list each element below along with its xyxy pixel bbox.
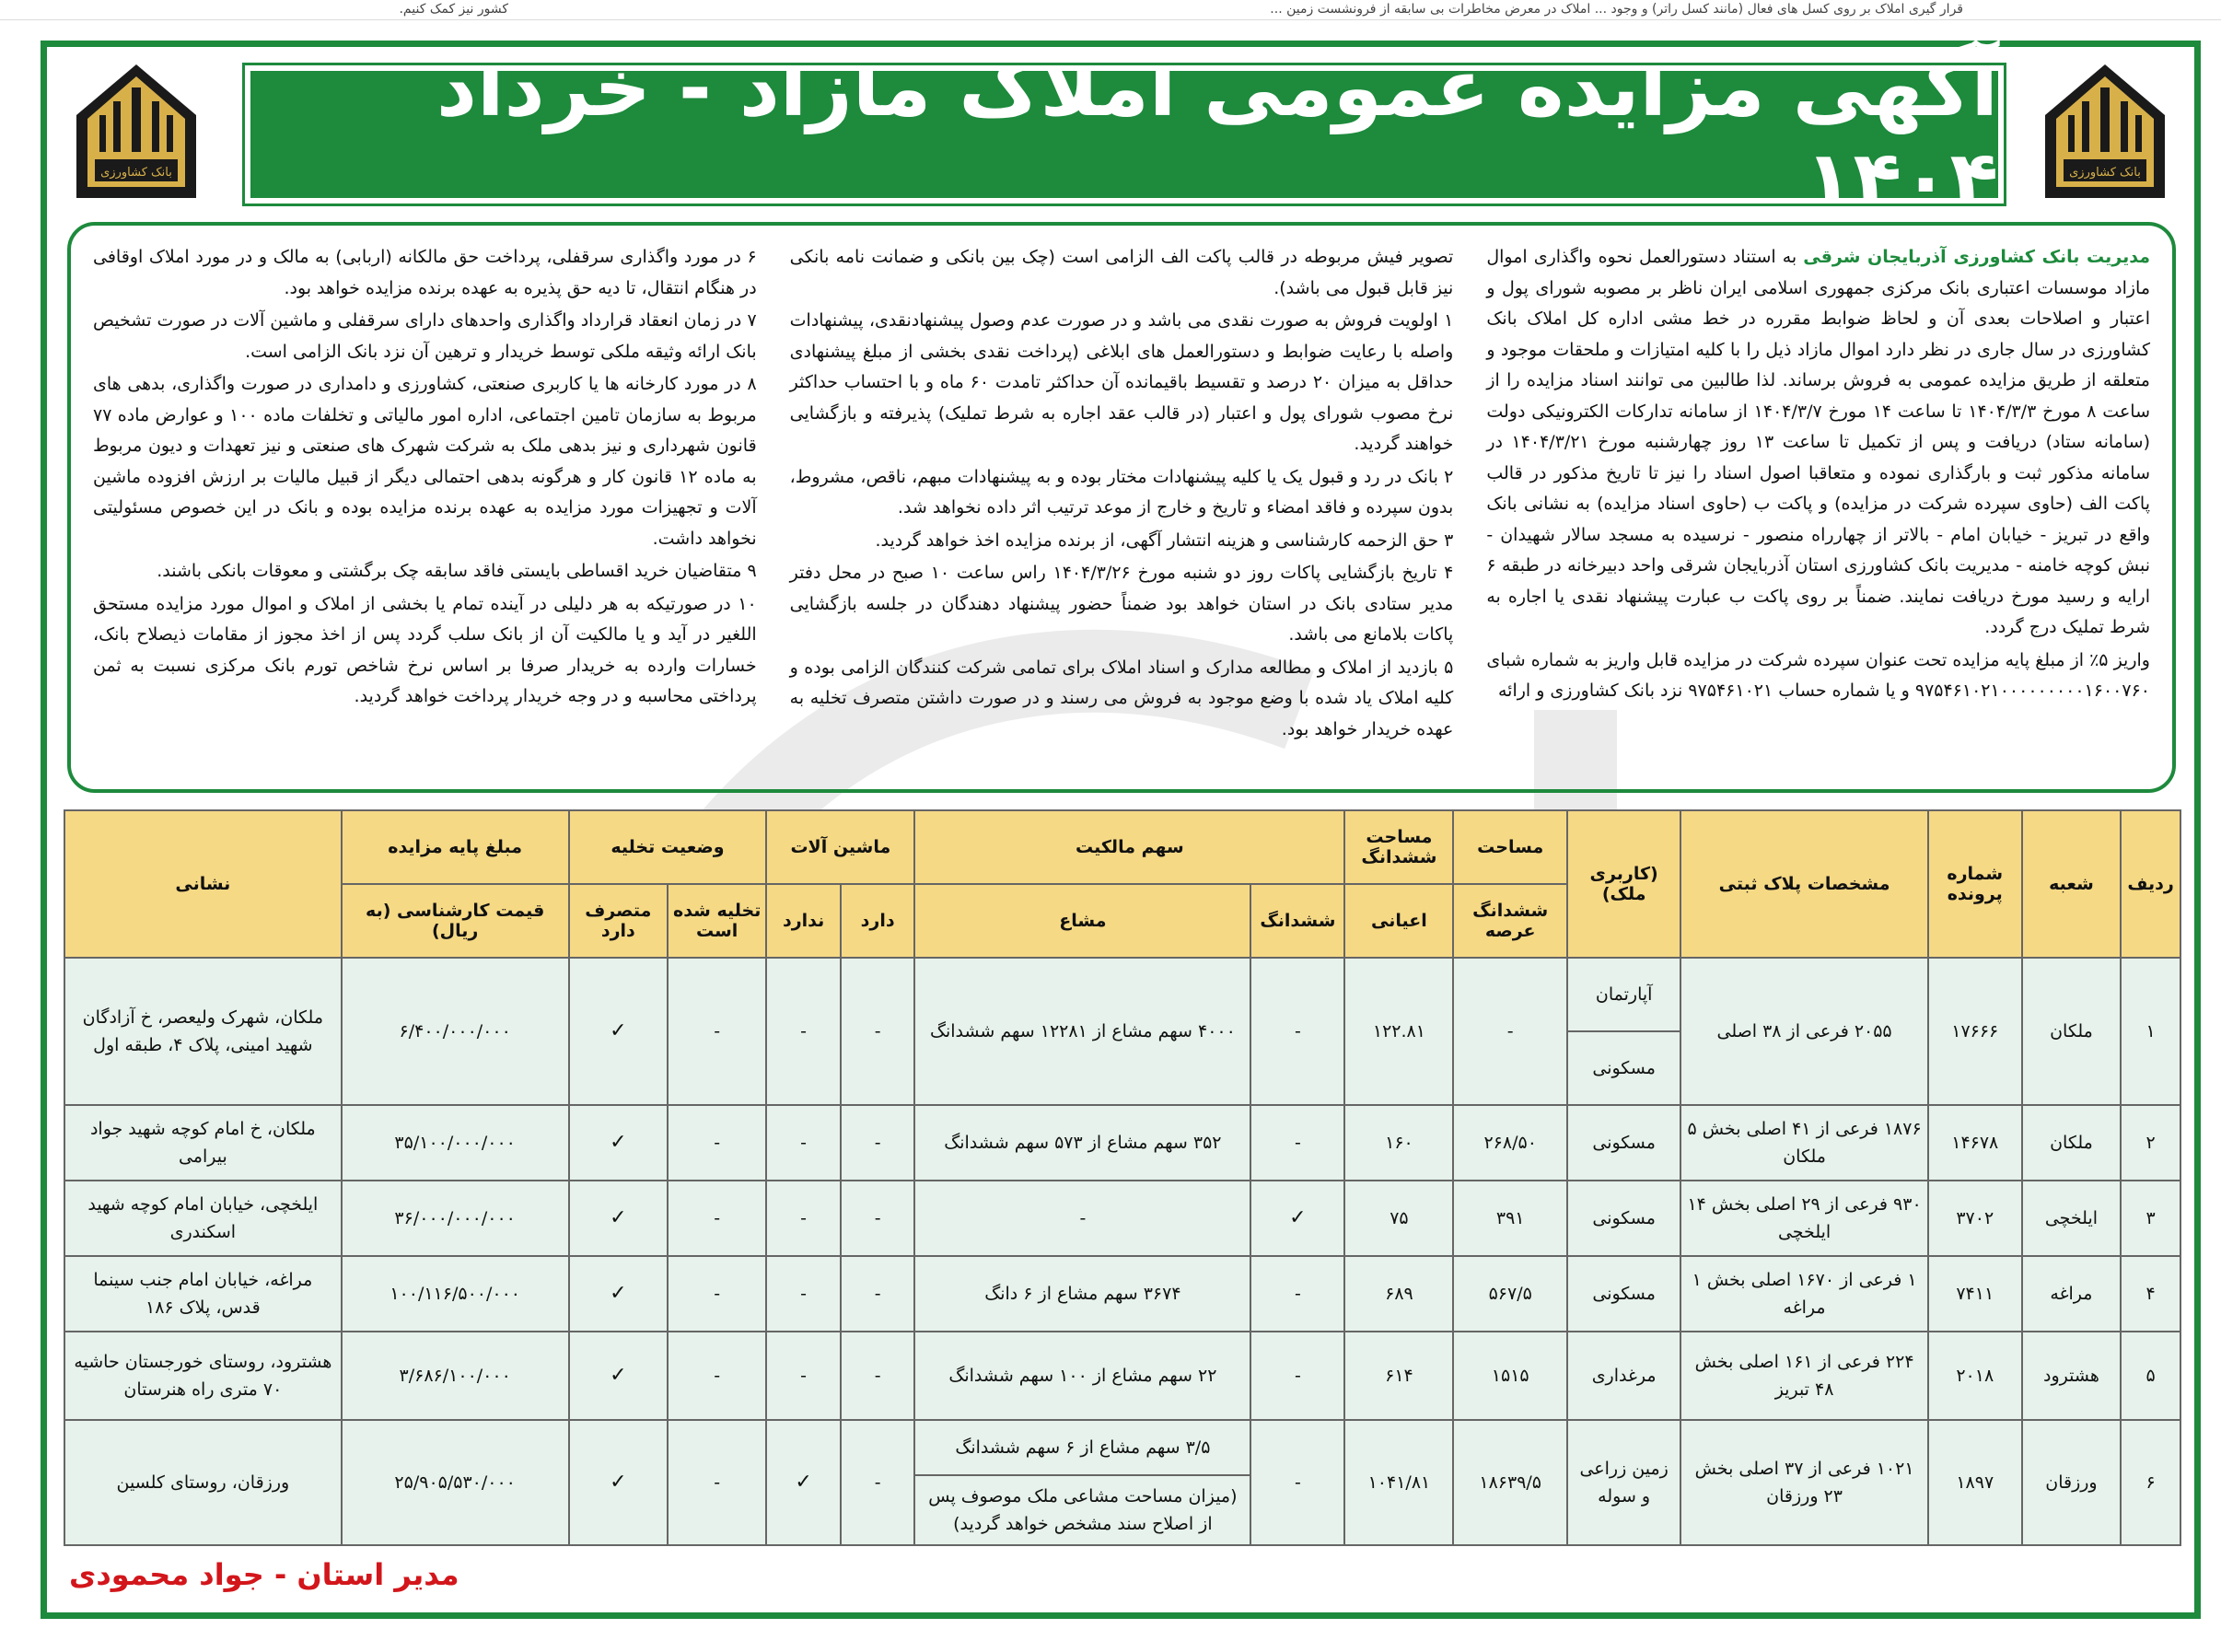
- terms-column-middle: [790, 242, 1454, 773]
- cell-karbari: مسکونی: [1567, 1105, 1680, 1181]
- cell-gheymat: ۳/۶۸۶/۱۰۰/۰۰۰: [342, 1332, 569, 1420]
- cell-parvande: ۱۴۶۷۸: [1928, 1105, 2022, 1181]
- term-6: ۶ در مورد واگذاری سرقفلی، پرداخت حق مالکانه (اربابی) به مالک و در مورد املاک اوقافی در هنگام انتقال، تا دیه حق پذیره به عهده برنده مزایده خواهد بود.: [92, 247, 757, 298]
- cell-motasaref: ✓: [569, 1420, 668, 1545]
- term-3: ۳ حق الزحمه کارشناسی و هزینه انتشار آگهی، از برنده مزایده اخذ خواهد گردید.: [875, 529, 1454, 551]
- cell-darad: -: [841, 1332, 915, 1420]
- cell-karbari: آپارتمان: [1567, 958, 1680, 1031]
- th-masahat-ayani: مساحت ششدانگ: [1344, 810, 1453, 884]
- cell-motasaref: ✓: [569, 1256, 668, 1332]
- cell-pelak: ۱ فرعی از ۱۶۷۰ اصلی بخش ۱ مراغه: [1680, 1256, 1927, 1332]
- cell-shesh: ✓: [1250, 1181, 1344, 1256]
- page-title: آگهی مزایده عمومی املاک مازاد - خرداد ۱۴۰۴: [436, 42, 1998, 227]
- cell-takhlie: -: [668, 1332, 766, 1420]
- cell-pelak: ۱۸۷۶ فرعی از ۴۱ اصلی بخش ۵ ملکان: [1680, 1105, 1927, 1181]
- cell-shobe: مراغه: [2022, 1256, 2121, 1332]
- cell-masha: ۳۵۲ سهم مشاع از ۵۷۳ سهم ششدانگ: [914, 1105, 1250, 1181]
- cell-radif: ۳: [2121, 1181, 2180, 1256]
- top-strip: [0, 0, 2221, 20]
- th-pelak: مشخصات پلاک ثبتی: [1680, 810, 1927, 958]
- cell-masha: -: [914, 1181, 1250, 1256]
- cell-ayani: ۶۱۴: [1344, 1332, 1453, 1420]
- cell-takhlie: -: [668, 958, 766, 1105]
- bank-name: مدیریت بانک کشاورزی آذربایجان شرقی: [1803, 247, 2150, 267]
- cell-shesh: -: [1250, 1420, 1344, 1545]
- cell-arse: ۲۶۸/۵۰: [1453, 1105, 1566, 1181]
- cell-takhlie: -: [668, 1105, 766, 1181]
- cell-shesh: -: [1250, 1332, 1344, 1420]
- cell-ayani: ۶۸۹: [1344, 1256, 1453, 1332]
- table-row: [64, 958, 2180, 1031]
- cell-nadarad: -: [766, 958, 841, 1105]
- properties-table: [64, 809, 2181, 1546]
- cell-motasaref: ✓: [569, 1105, 668, 1181]
- cell-shesh: -: [1250, 1256, 1344, 1332]
- cell-nadarad: -: [766, 1256, 841, 1332]
- cell-parvande: ۱۸۹۷: [1928, 1420, 2022, 1545]
- cell-ayani: ۱۰۴۱/۸۱: [1344, 1420, 1453, 1545]
- top-strip-text-left: کشور نیز کمک کنیم.: [399, 2, 508, 17]
- cell-masha: ۳/۵ سهم مشاع از ۶ سهم ششدانگ: [914, 1420, 1250, 1475]
- cell-motasaref: ✓: [569, 1181, 668, 1256]
- th-karbari: (کاربری ملک): [1567, 810, 1680, 958]
- cell-nadarad: ✓: [766, 1420, 841, 1545]
- table-row: [64, 1256, 2180, 1332]
- cell-neshani: هشترود، روستای خورجستان حاشیه ۷۰ متری راه هنرستان: [64, 1332, 342, 1420]
- cell-nadarad: -: [766, 1332, 841, 1420]
- cell-masha: ۲۲ سهم مشاع از ۱۰۰ سهم ششدانگ: [914, 1332, 1250, 1420]
- cell-masha: ۳۶۷۴ سهم مشاع از ۶ دانگ: [914, 1256, 1250, 1332]
- cell-parvande: ۲۰۱۸: [1928, 1332, 2022, 1420]
- cell-takhlie: -: [668, 1181, 766, 1256]
- th-nadarad: ندارد: [766, 884, 841, 958]
- cell-radif: ۶: [2121, 1420, 2180, 1545]
- cell-radif: ۲: [2121, 1105, 2180, 1181]
- cell-takhlie: -: [668, 1256, 766, 1332]
- th-ayani: اعیانی: [1344, 884, 1453, 958]
- cell-arse: ۱۵۱۵: [1453, 1332, 1566, 1420]
- cell-parvande: ۳۷۰۲: [1928, 1181, 2022, 1256]
- th-arse: ششدانگ عرصه: [1453, 884, 1566, 958]
- cell-gheymat: ۳۶/۰۰۰/۰۰۰/۰۰۰: [342, 1181, 569, 1256]
- cell-shobe: هشترود: [2022, 1332, 2121, 1420]
- svg-text:بانک کشاورزی: بانک کشاورزی: [100, 166, 172, 180]
- cell-karbari: مسکونی: [1567, 1181, 1680, 1256]
- cell-darad: -: [841, 958, 915, 1105]
- th-sahm: سهم مالکیت: [914, 810, 1344, 884]
- cell-nadarad: -: [766, 1181, 841, 1256]
- cell-ayani: ۷۵: [1344, 1181, 1453, 1256]
- cell-motasaref: ✓: [569, 958, 668, 1105]
- term-0: تصویر فیش مربوطه در قالب پاکت الف الزامی است (چک بین بانکی و ضمانت نامه بانکی نیز قابل قبول می باشد).: [789, 247, 1454, 298]
- th-neshani: نشانی: [64, 810, 342, 958]
- deposit-paragraph: واریز ۵٪ از مبلغ پایه مزایده تحت عنوان سپرده شرکت در مزایده قابل واریز به شماره شبای ۹۷۵۴۶۱۰۲۱۰۰۰۰۰۰۰۰۰۱۶۰۰۷۶۰ و یا شماره حساب ۹۷۵۴۶۱۰۲۱ نزد بانک کشاورزی و ارائه: [1486, 649, 2150, 701]
- table-header-row: [64, 810, 2180, 884]
- th-darad: دارد: [841, 884, 915, 958]
- cell-arse: ۳۹۱: [1453, 1181, 1566, 1256]
- terms-column-left: [93, 242, 757, 773]
- cell-radif: ۴: [2121, 1256, 2180, 1332]
- cell-pelak: ۲۰۵۵ فرعی از ۳۸ اصلی: [1680, 958, 1927, 1105]
- th-mablagh: مبلغ پایه مزایده: [342, 810, 569, 884]
- th-radif: ردیف: [2121, 810, 2180, 958]
- cell-darad: -: [841, 1420, 915, 1545]
- cell-neshani: ملکان، خ امام کوچه شهید جواد بیرامی: [64, 1105, 342, 1181]
- cell-shobe: ایلخچی: [2022, 1181, 2121, 1256]
- cell-pelak: ۲۲۴ فرعی از ۱۶۱ اصلی بخش ۴۸ تبریز: [1680, 1332, 1927, 1420]
- cell-motasaref: ✓: [569, 1332, 668, 1420]
- table-row: [64, 1420, 2180, 1475]
- th-vaziat: وضعیت تخلیه: [569, 810, 767, 884]
- cell-parvande: ۷۴۱۱: [1928, 1256, 2022, 1332]
- cell-gheymat: ۱۰۰/۱۱۶/۵۰۰/۰۰۰: [342, 1256, 569, 1332]
- th-mashin: ماشین آلات: [766, 810, 914, 884]
- term-8: ۸ در مورد کارخانه ها یا کاربری صنعتی، کشاورزی و دامداری در صورت واگذاری، بدهی های مربوط به سازمان تامین اجتماعی، اداره امور مالیاتی و تخلفات ماده ۱۰۰ و عوارض ماده ۷۷ قانون شهرداری و نیز بدهی ملک به شرکت شهرک های صنعتی و نیز تعهدات و دیون مربوط به ماده ۱۲ قانون کار و هرگونه بدهی احتمالی دیگر از قبیل مالیات بر ارزش افزوده ماشین آلات و تجهیزات مورد مزایده به عهده برنده مزایده بوده و بانک در این خصوص مسئولیتی نخواهد داشت.: [92, 374, 757, 549]
- cell-darad: -: [841, 1256, 915, 1332]
- top-strip-text: قرار گیری املاک بر روی کسل های فعال (مانند کسل راتر) و وجود ... املاک در معرض مخاطرات بی سابقه از فرونشست زمین ...: [1270, 2, 1963, 17]
- cell-arse: ۵۶۷/۵: [1453, 1256, 1566, 1332]
- signature: مدیر استان - جواد محمودی: [69, 1557, 459, 1592]
- cell-neshani: مراغه، خیابان امام جنب سینما قدس، پلاک ۱۸۶: [64, 1256, 342, 1332]
- cell-masha: ۴۰۰۰ سهم مشاع از ۱۲۲۸۱ سهم ششدانگ: [914, 958, 1250, 1105]
- table-row: [64, 1105, 2180, 1181]
- cell-arse: -: [1453, 958, 1566, 1105]
- bank-keshavarzi-logo-right: [2036, 60, 2174, 207]
- term-4: ۴ تاریخ بازگشایی پاکات روز دو شنبه مورخ ۱۴۰۴/۳/۲۶ راس ساعت ۱۰ صبح در محل دفتر مدیر ستادی بانک در استان خواهد بود ضمناً حضور پیشنهاد دهندگان در جلسه بازگشایی پاکات بلامانع می باشد.: [789, 563, 1454, 645]
- term-1: ۱ اولویت فروش به صورت نقدی می باشد و در صورت عدم وصول پیشنهادنقدی، پیشنهادات واصله با رعایت ضوابط و دستورالعمل های ابلاغی (پرداخت نقدی بخشی از مبلغ پیشنهادی حداقل به میزان ۲۰ درصد و تقسیط باقیمانده آن حداکثر تامدت ۶۰ ماه و با احتساب حداکثر نرخ مصوب شورای پول و اعتبار (در قالب عقد اجاره به شرط تملیک) پذیرفته و بازگشایی خواهند گردید.: [789, 310, 1454, 454]
- cell-karbari: مسکونی: [1567, 1256, 1680, 1332]
- cell-pelak: ۱۰۲۱ فرعی از ۳۷ اصلی بخش ۲۳ ورزقان: [1680, 1420, 1927, 1545]
- th-shobe: شعبه: [2022, 810, 2121, 958]
- cell-gheymat: ۶/۴۰۰/۰۰۰/۰۰۰: [342, 958, 569, 1105]
- cell-shobe: ملکان: [2022, 1105, 2121, 1181]
- cell-karbari-2: مسکونی: [1567, 1031, 1680, 1105]
- term-5: ۵ بازدید از املاک و مطالعه مدارک و اسناد املاک برای تمامی شرکت کنندگان الزامی بوده و کلیه املاک یاد شده با وضع موجود به فروش می رسند و در صورت داشتن متصرف تخلیه به عهده خریدار خواهد بود.: [789, 657, 1454, 739]
- terms-column-right: [1486, 242, 2150, 773]
- title-banner: [245, 42, 2004, 227]
- cell-karbari: زمین زراعی و سوله: [1567, 1420, 1680, 1545]
- th-gheymat: قیمت کارشناسی (به ریال): [342, 884, 569, 958]
- cell-neshani: ایلخچی، خیابان امام کوچه شهید اسکندری: [64, 1181, 342, 1256]
- cell-shobe: ملکان: [2022, 958, 2121, 1105]
- th-masahat: مساحت: [1453, 810, 1566, 884]
- th-motasaref: متصرف دارد: [569, 884, 668, 958]
- cell-masha-note: (میزان مساحت مشاعی ملک موصوف پس از اصلاح سند مشخص خواهد گردید): [914, 1475, 1250, 1545]
- th-takhlie: تخلیه شده است: [668, 884, 766, 958]
- term-7: ۷ در زمان انعقاد قرارداد واگذاری واحدهای دارای سرقفلی و ماشین آلات در صورت تشخیص بانک ارائه وثیقه ملکی توسط خریدار و ترهین آن نزد بانک الزامی است.: [92, 310, 757, 362]
- intro-body: به استناد دستورالعمل نحوه واگذاری اموال مازاد موسسات اعتباری بانک مرکزی جمهوری اسلامی ایران ناظر بر مصوبه شورای پول و اعتبار و اصلاحات بعدی آن و لحاظ ضوابط مقرره در خط مشی اداره کل املاک بانک کشاورزی در سال جاری در نظر دارد اموال مازاد ذیل را با کلیه امتیازات و ملحقات موجود و متعلقه از طریق مزایده عمومی به فروش برساند. لذا طالبین می توانند اسناد مزایده را از ساعت ۸ مورخ ۱۴۰۴/۳/۳ تا ساعت ۱۴ مورخ ۱۴۰۴/۳/۷ از سامانه تدارکات الکترونیکی دولت (سامانه ستاد) دریافت و پس از تکمیل تا ساعت ۱۳ روز چهارشنبه مورخ ۱۴۰۴/۳/۲۱ در سامانه مذکور ثبت و بارگذاری نموده و متعاقبا اصول اسناد را نیز تا تاریخ مذکور در قالب پاکت الف (حاوی سپرده شرکت در مزایده) و پاکت ب (حاوی اسناد مزایده) به نشانی بانک واقع در تبریز - خیابان امام - بالاتر از چهارراه منصور - نرسیده به مسجد سالار شهیدان - نبش کوچه خامنه - مدیریت بانک کشاورزی استان آذربایجان شرقی واحد دبیرخانه در طبقه ۶ ارایه و رسید مورخ دریافت نمایند. ضمناً بر روی پاکت ب عبارت پیشنهاد نقدی یا اجاره به شرط تملیک درج گردد.: [1486, 247, 2150, 637]
- cell-shobe: ورزقان: [2022, 1420, 2121, 1545]
- table-row: [64, 1181, 2180, 1256]
- cell-radif: ۵: [2121, 1332, 2180, 1420]
- terms-textbox: [67, 222, 2176, 793]
- th-masha: مشاع: [914, 884, 1250, 958]
- cell-takhlie: -: [668, 1420, 766, 1545]
- cell-shesh: -: [1250, 1105, 1344, 1181]
- cell-darad: -: [841, 1105, 915, 1181]
- cell-gheymat: ۲۵/۹۰۵/۵۳۰/۰۰۰: [342, 1420, 569, 1545]
- bank-keshavarzi-logo-left: [67, 60, 205, 207]
- cell-parvande: ۱۷۶۶۶: [1928, 958, 2022, 1105]
- cell-gheymat: ۳۵/۱۰۰/۰۰۰/۰۰۰: [342, 1105, 569, 1181]
- cell-radif: ۱: [2121, 958, 2180, 1105]
- cell-pelak: ۹۳۰ فرعی از ۲۹ اصلی بخش ۱۴ ایلخچی: [1680, 1181, 1927, 1256]
- cell-neshani: ملکان، شهرک ولیعصر، خ آزادگان شهید امینی، پلاک ۴، طبقه اول: [64, 958, 342, 1105]
- th-shesh: ششدانگ: [1250, 884, 1344, 958]
- cell-ayani: ۱۲۲.۸۱: [1344, 958, 1453, 1105]
- table-row: [64, 1332, 2180, 1420]
- cell-shesh: -: [1250, 958, 1344, 1105]
- cell-arse: ۱۸۶۳۹/۵: [1453, 1420, 1566, 1545]
- intro-paragraph: [1486, 242, 2150, 644]
- cell-ayani: ۱۶۰: [1344, 1105, 1453, 1181]
- svg-text:بانک کشاورزی: بانک کشاورزی: [2069, 166, 2141, 180]
- cell-nadarad: -: [766, 1105, 841, 1181]
- th-parvande: شماره پرونده: [1928, 810, 2022, 958]
- term-2: ۲ بانک در رد و قبول یک یا کلیه پیشنهادات مختار بوده و به پیشنهادات مبهم، ناقص، مشروط، بدون سپرده و فاقد امضاء و تاریخ و خارج از موعد ترتیب اثر داده نخواهد شد.: [789, 466, 1454, 518]
- term-9: ۹ متقاضیان خرید اقساطی بایستی فاقد سابقه چک برگشتی و معوقات بانکی باشند.: [157, 561, 757, 581]
- term-10: ۱۰ در صورتیکه به هر دلیلی در آینده تمام یا بخشی از املاک و اموال مورد مزایده مستحق اللغیر در آید و یا مالکیت آن از بانک سلب گردد پس از اخذ مجوز از مقامات ذیصلاح بانک، خسارات وارده به خریدار صرفا بر اساس نرخ شاخص تورم بانک مرکزی نسبت به ثمن پرداختی محاسبه و در وجه خریدار پرداخت خواهد گردید.: [92, 593, 757, 706]
- advertisement-frame: [41, 41, 2201, 1619]
- cell-karbari: مرغداری: [1567, 1332, 1680, 1420]
- cell-neshani: ورزقان، روستای کلسین: [64, 1420, 342, 1545]
- cell-darad: -: [841, 1181, 915, 1256]
